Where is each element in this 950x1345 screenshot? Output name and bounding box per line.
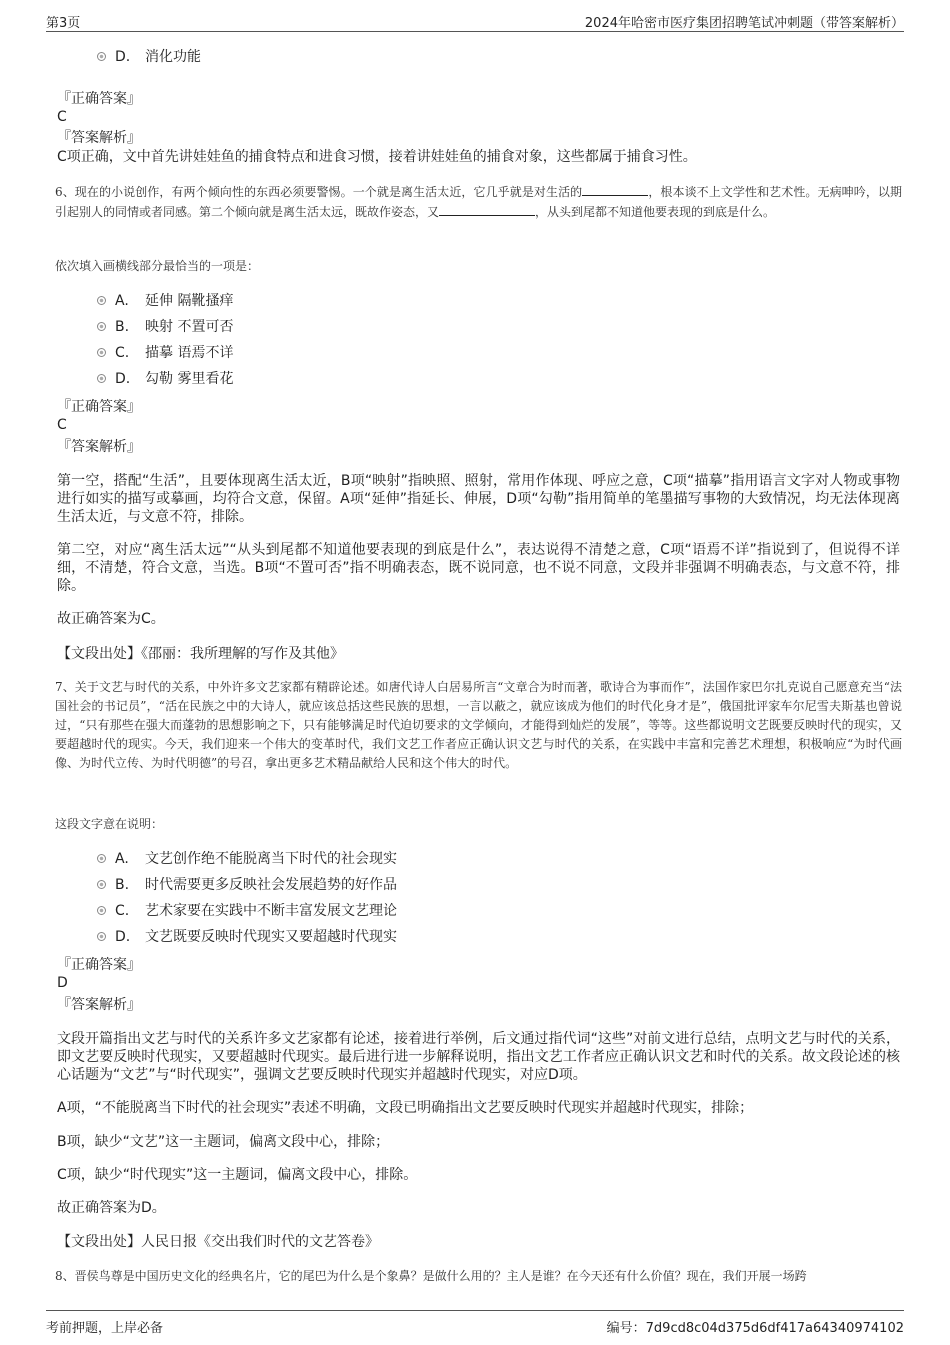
q7-option-b[interactable]: B. 时代需要更多反映社会发展趋势的好作品 xyxy=(97,875,397,895)
q5-answer-label: 『正确答案』 xyxy=(57,91,141,107)
q6-analysis-para-2: 第二空，对应“离生活太远”“从头到尾都不知道他要表现的到底是什么”，表达说得不清楚之意，C项“语焉不详”指说到了，但说得不详细，不清楚，符合文意，当选。B项“不置可否”指不明确表态，既不说同意，也不说不同意，文段并非强调不明确表态，与文意不符，排除。 xyxy=(57,542,900,594)
blank-2 xyxy=(439,202,535,216)
q6-answer: C xyxy=(57,417,67,433)
q5-analysis-label: 『答案解析』 xyxy=(57,130,141,146)
q7-stem: 7、关于文艺与时代的关系，中外许多文艺家都有精辟论述。如唐代诗人白居易所言“文章合为时而著，歌诗合为事而作”，法国作家巴尔扎克说自己愿意充当“法国社会的书记员”，“活在民族之中的大诗人，就应该总括这些民族的思想，一言以蔽之，就应该成为他们的时代化身才是”，俄国批评家车尔尼雪夫斯基也曾说过，“只有那些在强大而蓬勃的思想影响之下，只有能够满足时代迫切要求的文学倾向，才能得到灿烂的发展”，等等。这些都说明文艺既要反映时代的现实，又要超越时代的现实。今天，我们迎来一个伟大的变革时代，我们文艺工作者应正确认识文艺与时代的关系，在实践中丰富和完善艺术理想，积极响应“为时代画像、为时代立传、为时代明德”的号召，拿出更多艺术精品献给人民和这个伟大的时代。 xyxy=(55,680,902,770)
q7-prompt: 这段文字意在说明： xyxy=(55,817,164,831)
radio-icon[interactable] xyxy=(97,854,106,863)
q5-answer: C xyxy=(57,109,67,125)
q7-analysis-label: 『答案解析』 xyxy=(57,997,141,1013)
radio-icon[interactable] xyxy=(97,52,106,61)
q7-analysis-para-1: 文段开篇指出文艺与时代的关系许多文艺家都有论述，接着进行举例，后文通过指代词“这些”对前文进行总结，点明文艺与时代的关系，即文艺要反映时代现实，又要超越时代现实。最后进行进一步解释说明，指出文艺工作者应正确认识文艺和时代的关系。故文段论述的核心话题为“文艺”与“时代现实”，强调文艺要反映时代现实并超越时代现实，对应D项。 xyxy=(57,1031,900,1083)
q6-analysis-para-3: 故正确答案为C。 xyxy=(57,611,165,627)
q7-analysis-para-4: C项，缺少“时代现实”这一主题词，偏离文段中心，排除。 xyxy=(57,1167,418,1183)
q7-analysis-para-3: B项，缺少“文艺”这一主题词，偏离文段中心，排除； xyxy=(57,1134,390,1150)
q6-stem: 6、现在的小说创作，有两个倾向性的东西必须要警惕。一个就是离生活太近，它几乎就是对生活的 ，根本谈不上文学性和艺术性。无病呻吟，以期引起别人的同情或者同感。第二个倾向就是离生活太远，既故作姿态，又 ，从头到尾都不知道他要表现的到底是什么。 xyxy=(55,182,902,222)
q7-option-c[interactable]: C. 艺术家要在实践中不断丰富发展文艺理论 xyxy=(97,901,397,921)
q6-answer-label: 『正确答案』 xyxy=(57,399,141,415)
document-title: 2024年哈密市医疗集团招聘笔试冲刺题（带答案解析） xyxy=(584,16,904,31)
q7-option-a[interactable]: A. 文艺创作绝不能脱离当下时代的社会现实 xyxy=(97,849,397,869)
radio-icon[interactable] xyxy=(97,348,106,357)
q6-option-d[interactable]: D. 勾勒 雾里看花 xyxy=(97,369,233,389)
page-footer xyxy=(46,1310,904,1334)
q6-analysis-label: 『答案解析』 xyxy=(57,439,141,455)
radio-icon[interactable] xyxy=(97,374,106,383)
q7-answer: D xyxy=(57,975,68,991)
q6-analysis-para-1: 第一空，搭配“生活”，且要体现离生活太近，B项“映射”指映照、照射，常用作体现、呼应之意，C项“描摹”指用语言文字对人物或事物进行如实的描写或摹画，均符合文意，保留。A项“延伸”指延长、伸展，D项“勾勒”指用简单的笔墨描写事物的大致情况，均无法体现离生活太近，与文意不符，排除。 xyxy=(57,473,900,525)
q6-option-b[interactable]: B. 映射 不置可否 xyxy=(97,317,233,337)
q7-analysis-para-5: 故正确答案为D。 xyxy=(57,1200,166,1216)
q7-option-d[interactable]: D. 文艺既要反映时代现实又要超越时代现实 xyxy=(97,927,397,947)
q5-analysis: C项正确，文中首先讲娃娃鱼的捕食特点和进食习惯，接着讲娃娃鱼的捕食对象，这些都属于捕食习性。 xyxy=(57,149,697,165)
document-id: 编号：7d9cd8c04d375d6df417a64340974102 xyxy=(606,1321,904,1336)
radio-icon[interactable] xyxy=(97,322,106,331)
radio-icon[interactable] xyxy=(97,296,106,305)
blank-1 xyxy=(582,182,648,196)
q8-stem: 8、晋侯鸟尊是中国历史文化的经典名片，它的尾巴为什么是个象鼻？是做什么用的？主人是谁？在今天还有什么价值？现在，我们开展一场跨 xyxy=(55,1269,807,1283)
radio-icon[interactable] xyxy=(97,906,106,915)
radio-icon[interactable] xyxy=(97,880,106,889)
q6-prompt: 依次填入画横线部分最恰当的一项是： xyxy=(55,259,260,273)
radio-icon[interactable] xyxy=(97,932,106,941)
q7-analysis-para-2: A项，“不能脱离当下时代的社会现实”表述不明确，文段已明确指出文艺要反映时代现实并超越时代现实，排除； xyxy=(57,1100,754,1116)
footer-slogan: 考前押题，上岸必备 xyxy=(46,1321,164,1336)
page-header xyxy=(46,8,904,32)
q5-option-d[interactable]: D. 消化功能 xyxy=(97,47,201,67)
page-number: 第3页 xyxy=(46,16,81,31)
q6-source: 【文段出处】《邵丽：我所理解的写作及其他》 xyxy=(57,646,344,662)
q7-source: 【文段出处】人民日报《交出我们时代的文艺答卷》 xyxy=(57,1234,379,1250)
q6-option-a[interactable]: A. 延伸 隔靴搔痒 xyxy=(97,291,233,311)
q7-answer-label: 『正确答案』 xyxy=(57,957,141,973)
q6-option-c[interactable]: C. 描摹 语焉不详 xyxy=(97,343,233,363)
